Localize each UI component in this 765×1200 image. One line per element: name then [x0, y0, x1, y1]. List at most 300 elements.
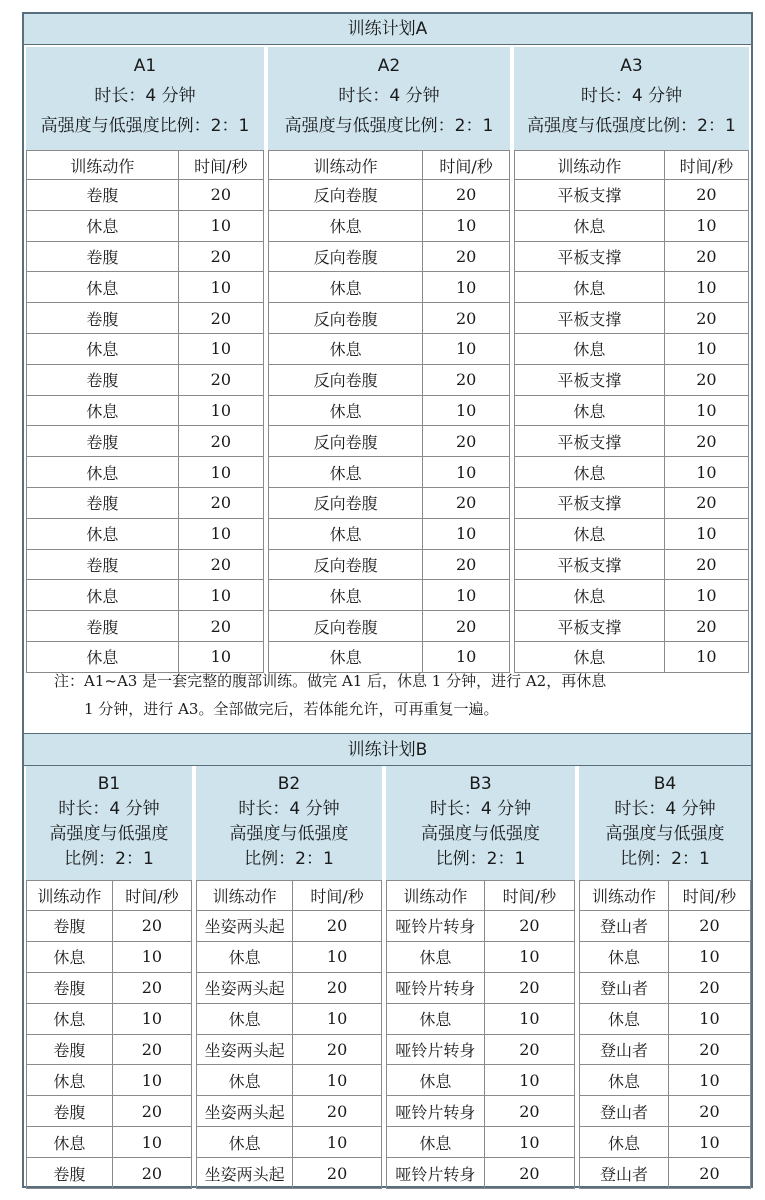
table-row [515, 518, 749, 549]
exercise-name-cell: 休息 [269, 457, 423, 488]
exercise-seconds-cell: 20 [178, 549, 263, 580]
plana-block-3 [514, 47, 749, 673]
exercise-name-cell: 休息 [387, 1065, 485, 1096]
exercise-name-cell: 休息 [515, 518, 665, 549]
exercise-name-cell: 休息 [27, 941, 113, 972]
exercise-name-cell: 哑铃片转身 [387, 972, 485, 1003]
table-row [27, 1065, 192, 1096]
table-row [515, 426, 749, 457]
table-row [387, 1127, 575, 1158]
exercise-name-cell: 休息 [197, 1003, 293, 1034]
exercise-table [26, 150, 264, 673]
table-row [269, 611, 510, 642]
planb-block-4 [579, 766, 751, 1189]
exercise-table [514, 150, 749, 673]
table-row [269, 395, 510, 426]
table-header-row [27, 881, 192, 911]
exercise-name-cell: 休息 [197, 941, 293, 972]
exercise-seconds-cell: 20 [664, 180, 748, 211]
column-header-time: 时间/秒 [112, 881, 191, 911]
exercise-seconds-cell: 10 [112, 1127, 191, 1158]
exercise-seconds-cell: 20 [664, 303, 748, 334]
table-row [269, 487, 510, 518]
table-row [27, 1003, 192, 1034]
exercise-name-cell: 休息 [269, 641, 423, 672]
block-header [26, 47, 264, 150]
exercise-seconds-cell: 20 [668, 1158, 750, 1189]
table-row [515, 241, 749, 272]
table-row [515, 180, 749, 211]
exercise-seconds-cell: 20 [664, 611, 748, 642]
exercise-seconds-cell: 20 [664, 549, 748, 580]
planb-block-2 [196, 766, 382, 1189]
exercise-name-cell: 反向卷腹 [269, 241, 423, 272]
column-header-action: 训练动作 [515, 151, 665, 180]
exercise-seconds-cell: 20 [178, 487, 263, 518]
planb-block-3 [386, 766, 575, 1189]
block-name: A2 [377, 56, 401, 76]
exercise-seconds-cell: 10 [112, 1065, 191, 1096]
block-duration: 时长：4 分钟 [429, 799, 532, 819]
exercise-name-cell: 坐姿两头起 [197, 1096, 293, 1127]
table-row [580, 1096, 751, 1127]
table-row [197, 1003, 382, 1034]
exercise-name-cell: 哑铃片转身 [387, 1096, 485, 1127]
exercise-seconds-cell: 20 [484, 1034, 574, 1065]
table-row [515, 272, 749, 303]
table-row [580, 1158, 751, 1189]
exercise-seconds-cell: 10 [484, 1003, 574, 1034]
exercise-seconds-cell: 10 [423, 641, 510, 672]
exercise-name-cell: 卷腹 [27, 180, 179, 211]
exercise-name-cell: 反向卷腹 [269, 426, 423, 457]
block-header [386, 766, 575, 880]
exercise-seconds-cell: 20 [293, 911, 382, 942]
block-header [579, 766, 751, 880]
table-row [580, 1065, 751, 1096]
table-row [27, 1096, 192, 1127]
exercise-table [268, 150, 510, 673]
exercise-seconds-cell: 20 [668, 911, 750, 942]
exercise-seconds-cell: 20 [178, 303, 263, 334]
exercise-name-cell: 休息 [387, 941, 485, 972]
table-row [515, 303, 749, 334]
table-row [580, 1127, 751, 1158]
table-row [197, 911, 382, 942]
planb-block-1 [26, 766, 192, 1189]
exercise-seconds-cell: 20 [423, 426, 510, 457]
table-row [269, 580, 510, 611]
column-header-time: 时间/秒 [423, 151, 510, 180]
exercise-name-cell: 休息 [27, 1065, 113, 1096]
table-row [197, 1034, 382, 1065]
exercise-seconds-cell: 10 [484, 1127, 574, 1158]
exercise-seconds-cell: 10 [664, 272, 748, 303]
table-row [269, 457, 510, 488]
exercise-seconds-cell: 10 [112, 941, 191, 972]
block-duration: 时长：4 分钟 [58, 799, 160, 819]
exercise-seconds-cell: 20 [178, 180, 263, 211]
exercise-table [386, 880, 575, 1189]
note-line-1: 注：A1~A3 是一套完整的腹部训练。做完 A1 后，休息 1 分钟，进行 A2，再休息 [54, 672, 607, 690]
exercise-name-cell: 休息 [515, 457, 665, 488]
table-row [27, 941, 192, 972]
exercise-name-cell: 休息 [27, 641, 179, 672]
exercise-seconds-cell: 10 [664, 518, 748, 549]
exercise-name-cell: 平板支撑 [515, 241, 665, 272]
column-header-action: 训练动作 [387, 881, 485, 911]
exercise-seconds-cell: 10 [178, 518, 263, 549]
exercise-seconds-cell: 10 [178, 272, 263, 303]
table-header-row [515, 151, 749, 180]
block-duration: 时长：4 分钟 [614, 799, 716, 819]
exercise-seconds-cell: 10 [664, 210, 748, 241]
exercise-seconds-cell: 20 [112, 1096, 191, 1127]
table-row [269, 180, 510, 211]
exercise-seconds-cell: 20 [664, 426, 748, 457]
exercise-seconds-cell: 20 [112, 972, 191, 1003]
exercise-name-cell: 卷腹 [27, 364, 179, 395]
table-header-row [269, 151, 510, 180]
exercise-seconds-cell: 20 [423, 549, 510, 580]
table-row [27, 1127, 192, 1158]
exercise-seconds-cell: 20 [178, 611, 263, 642]
table-row [27, 457, 264, 488]
table-row [269, 241, 510, 272]
exercise-seconds-cell: 10 [664, 580, 748, 611]
table-row [515, 611, 749, 642]
table-row [580, 911, 751, 942]
exercise-name-cell: 登山者 [580, 1158, 669, 1189]
plan-a-title: 训练计划A [24, 14, 751, 45]
column-header-action: 训练动作 [27, 151, 179, 180]
exercise-seconds-cell: 20 [112, 1158, 191, 1189]
plana-block-1 [26, 47, 264, 673]
exercise-name-cell: 休息 [269, 272, 423, 303]
table-row [197, 1096, 382, 1127]
exercise-seconds-cell: 20 [668, 1096, 750, 1127]
exercise-name-cell: 休息 [515, 641, 665, 672]
exercise-name-cell: 休息 [515, 580, 665, 611]
exercise-name-cell: 反向卷腹 [269, 487, 423, 518]
exercise-seconds-cell: 10 [423, 210, 510, 241]
exercise-seconds-cell: 20 [178, 426, 263, 457]
exercise-name-cell: 卷腹 [27, 549, 179, 580]
exercise-seconds-cell: 10 [668, 941, 750, 972]
table-row [197, 1158, 382, 1189]
table-header-row [387, 881, 575, 911]
exercise-name-cell: 休息 [515, 333, 665, 364]
table-row [580, 941, 751, 972]
exercise-name-cell: 坐姿两头起 [197, 1034, 293, 1065]
block-duration: 时长：4 分钟 [580, 86, 683, 106]
exercise-seconds-cell: 20 [112, 911, 191, 942]
block-header [26, 766, 192, 880]
table-row [27, 611, 264, 642]
exercise-seconds-cell: 10 [423, 518, 510, 549]
table-row [387, 911, 575, 942]
exercise-name-cell: 休息 [580, 941, 669, 972]
table-row [27, 303, 264, 334]
exercise-seconds-cell: 10 [178, 210, 263, 241]
table-row [27, 395, 264, 426]
exercise-seconds-cell: 10 [668, 1127, 750, 1158]
exercise-name-cell: 休息 [27, 333, 179, 364]
exercise-seconds-cell: 10 [664, 457, 748, 488]
note-line-2: 1 分钟，进行 A3。全部做完后，若体能允许，可再重复一遍。 [84, 700, 499, 718]
table-row [387, 1096, 575, 1127]
table-row [197, 1127, 382, 1158]
exercise-name-cell: 休息 [580, 1127, 669, 1158]
exercise-name-cell: 休息 [269, 333, 423, 364]
exercise-name-cell: 平板支撑 [515, 180, 665, 211]
exercise-name-cell: 卷腹 [27, 241, 179, 272]
exercise-name-cell: 休息 [515, 395, 665, 426]
table-row [515, 487, 749, 518]
table-row [27, 1034, 192, 1065]
table-row [269, 210, 510, 241]
exercise-table [579, 880, 751, 1189]
block-ratio: 高强度与低强度比例：2：1 [527, 116, 736, 136]
exercise-seconds-cell: 10 [484, 1065, 574, 1096]
exercise-name-cell: 登山者 [580, 1034, 669, 1065]
plan-b-title: 训练计划B [24, 733, 751, 766]
exercise-name-cell: 平板支撑 [515, 549, 665, 580]
exercise-name-cell: 休息 [269, 210, 423, 241]
exercise-table [26, 880, 192, 1189]
table-row [197, 941, 382, 972]
table-row [27, 272, 264, 303]
exercise-seconds-cell: 20 [484, 1096, 574, 1127]
plana-block-2 [268, 47, 510, 673]
table-row [580, 972, 751, 1003]
exercise-seconds-cell: 10 [423, 457, 510, 488]
exercise-seconds-cell: 20 [112, 1034, 191, 1065]
table-row [197, 1065, 382, 1096]
exercise-name-cell: 卷腹 [27, 426, 179, 457]
table-header-row [197, 881, 382, 911]
exercise-name-cell: 休息 [27, 272, 179, 303]
column-header-time: 时间/秒 [178, 151, 263, 180]
exercise-seconds-cell: 10 [664, 395, 748, 426]
table-row [387, 1034, 575, 1065]
block-ratio-line-1: 高强度与低强度 [605, 824, 725, 844]
exercise-name-cell: 休息 [197, 1065, 293, 1096]
exercise-name-cell: 卷腹 [27, 611, 179, 642]
block-name: A3 [620, 56, 643, 76]
table-row [27, 487, 264, 518]
table-row [27, 364, 264, 395]
exercise-name-cell: 休息 [387, 1003, 485, 1034]
exercise-name-cell: 坐姿两头起 [197, 911, 293, 942]
exercise-name-cell: 平板支撑 [515, 364, 665, 395]
exercise-seconds-cell: 20 [423, 180, 510, 211]
exercise-seconds-cell: 20 [423, 241, 510, 272]
exercise-seconds-cell: 10 [423, 395, 510, 426]
table-row [269, 272, 510, 303]
exercise-seconds-cell: 10 [423, 580, 510, 611]
exercise-name-cell: 反向卷腹 [269, 364, 423, 395]
table-row [387, 972, 575, 1003]
exercise-name-cell: 平板支撑 [515, 303, 665, 334]
exercise-seconds-cell: 10 [178, 333, 263, 364]
training-plan-document [22, 12, 753, 1188]
block-ratio-line-2: 比例：2：1 [435, 849, 526, 869]
table-row [269, 518, 510, 549]
table-header-row [580, 881, 751, 911]
exercise-name-cell: 休息 [387, 1127, 485, 1158]
block-name: A1 [133, 56, 157, 76]
block-ratio: 高强度与低强度比例：2：1 [40, 116, 250, 136]
table-row [27, 180, 264, 211]
block-duration: 时长：4 分钟 [338, 86, 440, 106]
exercise-seconds-cell: 10 [178, 395, 263, 426]
exercise-name-cell: 卷腹 [27, 1034, 113, 1065]
exercise-seconds-cell: 20 [484, 972, 574, 1003]
exercise-seconds-cell: 10 [668, 1065, 750, 1096]
exercise-seconds-cell: 20 [178, 241, 263, 272]
exercise-name-cell: 卷腹 [27, 303, 179, 334]
block-header [514, 47, 749, 150]
table-row [27, 972, 192, 1003]
table-row [515, 333, 749, 364]
table-row [27, 241, 264, 272]
exercise-name-cell: 休息 [27, 580, 179, 611]
table-row [197, 972, 382, 1003]
table-header-row [27, 151, 264, 180]
block-ratio: 高强度与低强度比例：2：1 [284, 116, 494, 136]
exercise-seconds-cell: 20 [664, 364, 748, 395]
exercise-seconds-cell: 20 [664, 241, 748, 272]
exercise-name-cell: 坐姿两头起 [197, 1158, 293, 1189]
column-header-action: 训练动作 [269, 151, 423, 180]
table-row [27, 580, 264, 611]
exercise-name-cell: 登山者 [580, 1096, 669, 1127]
exercise-seconds-cell: 20 [178, 364, 263, 395]
exercise-seconds-cell: 20 [293, 1096, 382, 1127]
block-ratio-line-2: 比例：2：1 [64, 849, 154, 869]
exercise-seconds-cell: 20 [293, 1158, 382, 1189]
column-header-action: 训练动作 [197, 881, 293, 911]
exercise-seconds-cell: 20 [423, 364, 510, 395]
exercise-name-cell: 休息 [269, 395, 423, 426]
block-name: B4 [653, 774, 677, 794]
exercise-name-cell: 卷腹 [27, 487, 179, 518]
exercise-name-cell: 休息 [269, 580, 423, 611]
column-header-action: 训练动作 [27, 881, 113, 911]
exercise-name-cell: 休息 [27, 1003, 113, 1034]
exercise-name-cell: 休息 [27, 210, 179, 241]
exercise-seconds-cell: 10 [293, 1003, 382, 1034]
exercise-seconds-cell: 20 [668, 1034, 750, 1065]
table-row [27, 549, 264, 580]
exercise-seconds-cell: 20 [423, 611, 510, 642]
exercise-name-cell: 登山者 [580, 911, 669, 942]
exercise-seconds-cell: 10 [664, 641, 748, 672]
exercise-name-cell: 反向卷腹 [269, 180, 423, 211]
block-ratio-line-1: 高强度与低强度 [49, 824, 169, 844]
table-row [515, 580, 749, 611]
column-header-time: 时间/秒 [484, 881, 574, 911]
exercise-seconds-cell: 10 [293, 1065, 382, 1096]
table-row [580, 1003, 751, 1034]
exercise-name-cell: 反向卷腹 [269, 303, 423, 334]
table-row [580, 1034, 751, 1065]
exercise-name-cell: 休息 [27, 395, 179, 426]
exercise-name-cell: 登山者 [580, 972, 669, 1003]
table-row [27, 911, 192, 942]
column-header-time: 时间/秒 [293, 881, 382, 911]
table-row [27, 518, 264, 549]
exercise-name-cell: 哑铃片转身 [387, 911, 485, 942]
exercise-seconds-cell: 10 [668, 1003, 750, 1034]
table-row [515, 210, 749, 241]
block-header [196, 766, 382, 880]
table-row [387, 941, 575, 972]
exercise-name-cell: 反向卷腹 [269, 549, 423, 580]
exercise-seconds-cell: 10 [423, 333, 510, 364]
table-row [515, 457, 749, 488]
exercise-seconds-cell: 20 [293, 972, 382, 1003]
column-header-time: 时间/秒 [668, 881, 750, 911]
exercise-name-cell: 反向卷腹 [269, 611, 423, 642]
exercise-table [196, 880, 382, 1189]
column-header-time: 时间/秒 [664, 151, 748, 180]
table-row [269, 364, 510, 395]
exercise-seconds-cell: 10 [664, 333, 748, 364]
exercise-name-cell: 平板支撑 [515, 611, 665, 642]
column-header-action: 训练动作 [580, 881, 669, 911]
table-row [515, 364, 749, 395]
exercise-name-cell: 卷腹 [27, 1096, 113, 1127]
exercise-name-cell: 休息 [515, 210, 665, 241]
exercise-name-cell: 卷腹 [27, 972, 113, 1003]
exercise-name-cell: 卷腹 [27, 1158, 113, 1189]
table-row [27, 1158, 192, 1189]
exercise-seconds-cell: 20 [664, 487, 748, 518]
exercise-seconds-cell: 10 [178, 457, 263, 488]
table-row [515, 395, 749, 426]
table-row [515, 549, 749, 580]
exercise-name-cell: 卷腹 [27, 911, 113, 942]
table-row [387, 1065, 575, 1096]
table-row [387, 1003, 575, 1034]
table-row [269, 426, 510, 457]
table-row [27, 426, 264, 457]
block-ratio-line-2: 比例：2：1 [620, 849, 710, 869]
exercise-seconds-cell: 10 [484, 941, 574, 972]
exercise-name-cell: 休息 [580, 1003, 669, 1034]
exercise-name-cell: 休息 [580, 1065, 669, 1096]
exercise-name-cell: 坐姿两头起 [197, 972, 293, 1003]
block-name: B1 [97, 774, 121, 794]
exercise-seconds-cell: 20 [668, 972, 750, 1003]
plan-a-note [24, 659, 751, 733]
exercise-seconds-cell: 20 [423, 487, 510, 518]
exercise-seconds-cell: 10 [423, 272, 510, 303]
block-ratio-line-1: 高强度与低强度 [229, 824, 349, 844]
table-row [269, 333, 510, 364]
table-row [269, 549, 510, 580]
exercise-seconds-cell: 10 [293, 941, 382, 972]
exercise-name-cell: 休息 [515, 272, 665, 303]
exercise-seconds-cell: 20 [423, 303, 510, 334]
block-name: B2 [277, 774, 301, 794]
block-name: B3 [469, 774, 492, 794]
block-duration: 时长：4 分钟 [238, 799, 340, 819]
exercise-name-cell: 哑铃片转身 [387, 1158, 485, 1189]
table-row [269, 303, 510, 334]
